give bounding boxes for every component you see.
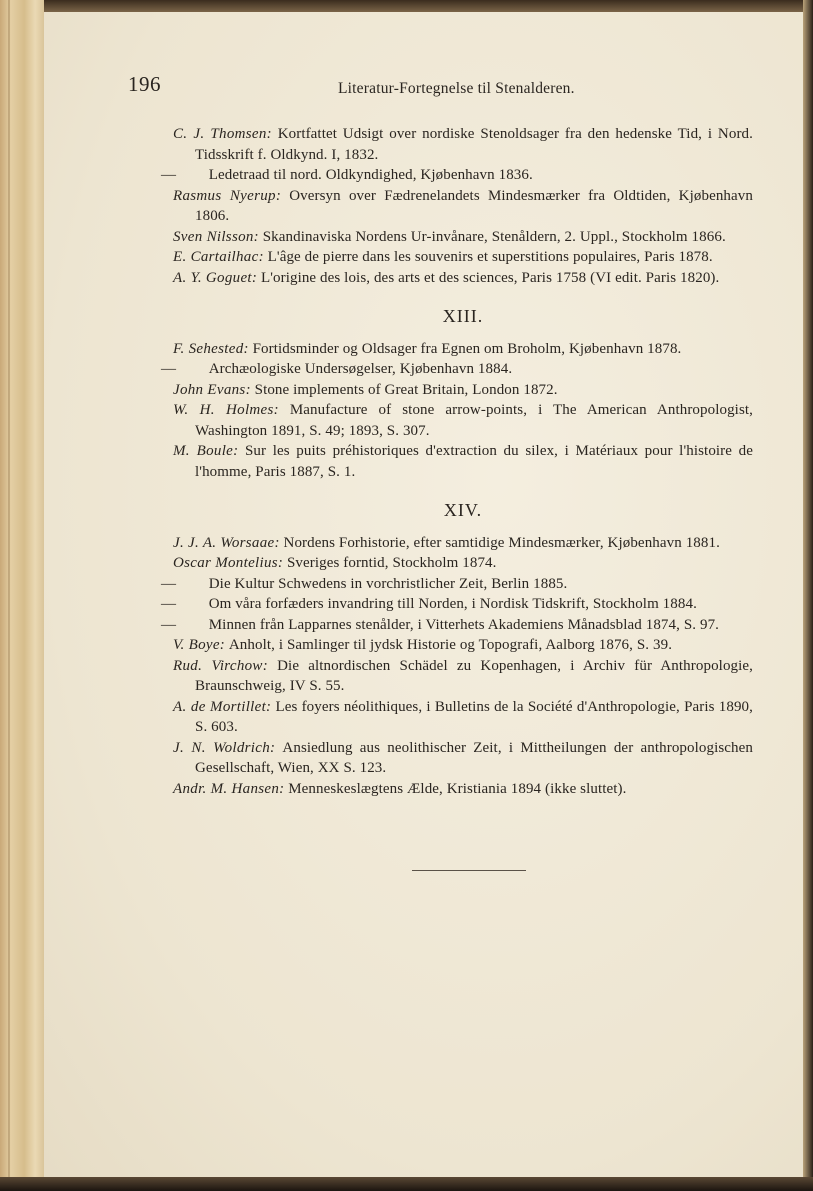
- bibliography-entry: [173, 247, 753, 268]
- bibliography-entry: [173, 124, 753, 165]
- book-page-edges: [0, 0, 44, 1191]
- entry-text: Archæologiske Undersøgelser, Kjøbenhavn 1884.: [208, 361, 513, 377]
- entry-text: Les foyers néolithiques, i Bulletins de la Société d'Anthropologie, Paris 1890, S. 603.: [195, 698, 753, 735]
- entry-author: Oscar Montelius:: [173, 555, 284, 571]
- bibliography-entry: [173, 656, 753, 697]
- entry-text: Stone implements of Great Britain, London 1872.: [254, 381, 558, 398]
- entry-author: Andr. M. Hansen:: [173, 780, 285, 797]
- bibliography-entry: [173, 533, 753, 554]
- entry-author: John Evans:: [173, 381, 251, 398]
- entry-text: Anholt, i Samlinger til jydsk Historie og Topografi, Aalborg 1876, S. 39.: [228, 637, 673, 653]
- entry-author: F. Sehested:: [173, 340, 249, 357]
- bibliography-entry: [173, 779, 753, 800]
- bibliography-entry: [173, 339, 753, 360]
- entry-author: Rasmus Nyerup:: [173, 187, 282, 204]
- bibliography-entry: [161, 574, 753, 595]
- entry-text: Skandinaviska Nordens Ur-invånare, Stenåldern, 2. Uppl., Stockholm 1866.: [262, 228, 726, 245]
- entry-author: W. H. Holmes:: [173, 402, 279, 418]
- entry-text: L'origine des lois, des arts et des sciences, Paris 1758 (VI edit. Paris 1820).: [260, 269, 720, 286]
- book-top-edge: [0, 0, 813, 12]
- bibliography-entry: [161, 615, 753, 636]
- entry-text: Sur les puits préhistoriques d'extraction du silex, i Matériaux pour l'histoire de l'homme, Paris 1887, S. 1.: [195, 443, 754, 480]
- entry-author: —: [161, 596, 176, 612]
- bibliography-entry: [173, 186, 753, 227]
- bibliography-entry: [173, 635, 753, 656]
- entry-author: —: [161, 361, 176, 377]
- entry-author: M. Boule:: [173, 443, 239, 459]
- bibliography-entry: [161, 359, 753, 380]
- bibliography-section: [161, 124, 753, 288]
- bibliography-entry: [173, 400, 753, 441]
- bibliography-entry: [173, 227, 753, 248]
- running-title: Literatur-Fortegnelse til Stenalderen.: [338, 80, 575, 97]
- entry-text: Sveriges forntid, Stockholm 1874.: [286, 555, 497, 571]
- entry-author: A. Y. Goguet:: [173, 269, 258, 286]
- entry-text: Menneskeslægtens Ælde, Kristiania 1894 (ikke sluttet).: [288, 780, 627, 797]
- entry-author: A. de Mortillet:: [173, 698, 272, 715]
- entry-text: Ledetraad til nord. Oldkyndighed, Kjøbenhavn 1836.: [208, 167, 533, 183]
- entry-author: —: [161, 575, 176, 592]
- entry-author: E. Cartailhac:: [173, 249, 264, 265]
- entry-author: Rud. Virchow:: [173, 657, 269, 674]
- book-right-edge: [803, 0, 813, 1191]
- bibliography-entry: [173, 380, 753, 401]
- entry-text: Om våra forfæders invandring till Norden, i Nordisk Tidskrift, Stockholm 1884.: [208, 596, 697, 612]
- entry-author: Sven Nilsson:: [173, 228, 259, 245]
- bibliography-entry: [161, 594, 753, 615]
- bibliography-section: [161, 306, 754, 482]
- section-heading: XIV.: [443, 500, 483, 520]
- bibliography-entry: [173, 553, 753, 574]
- entry-text: Die altnordischen Schädel zu Kopenhagen, i Archiv für Anthropologie, Braunschweig, IV S. 55.: [195, 657, 754, 694]
- end-rule: [412, 870, 526, 871]
- entry-author: —: [161, 616, 176, 633]
- entry-author: J. J. A. Worsaae:: [173, 534, 280, 551]
- bibliography-entry: [173, 697, 753, 738]
- entry-text: Nordens Forhistorie, efter samtidige Mindesmærker, Kjøbenhavn 1881.: [283, 534, 720, 551]
- section-heading: XIII.: [442, 306, 484, 326]
- entry-text: Manufacture of stone arrow-points, i The American Anthropologist, Washington 1891, S. 49; 1893, S. 307.: [195, 402, 753, 439]
- entry-text: Fortidsminder og Oldsager fra Egnen om Broholm, Kjøbenhavn 1878.: [252, 340, 682, 357]
- entry-text: Minnen från Lapparnes stenålder, i Vitterhets Akademiens Månadsblad 1874, S. 97.: [208, 616, 720, 633]
- entry-author: —: [161, 167, 176, 183]
- bibliography-entry: [173, 441, 753, 482]
- page-header: [128, 70, 754, 96]
- bibliography-entry: [173, 738, 753, 779]
- entry-author: C. J. Thomsen:: [173, 126, 272, 142]
- bibliography-section: [161, 500, 754, 799]
- entry-text: Ansiedlung aus neolithischer Zeit, i Mittheilungen der anthropologischen Gesellschaft, Wien, XX S. 123.: [195, 739, 754, 776]
- entry-text: Kortfattet Udsigt over nordiske Stenoldsager fra den hedenske Tid, i Nord. Tidsskrift f. Oldkynd. I, 1832.: [195, 126, 753, 163]
- bibliography-entry: [161, 165, 753, 186]
- entry-text: Die Kultur Schwedens in vorchristlicher Zeit, Berlin 1885.: [208, 575, 568, 592]
- entry-author: J. N. Woldrich:: [173, 739, 276, 756]
- page-number: 196: [128, 72, 161, 96]
- entry-text: Oversyn over Fædrenelandets Mindesmærker fra Oldtiden, Kjøbenhavn 1806.: [195, 187, 753, 224]
- entry-author: V. Boye:: [173, 637, 226, 653]
- entry-text: L'âge de pierre dans les souvenirs et superstitions populaires, Paris 1878.: [267, 249, 713, 265]
- bibliography: [161, 124, 754, 799]
- bibliography-entry: [173, 268, 753, 289]
- book-bottom-edge: [0, 1177, 813, 1191]
